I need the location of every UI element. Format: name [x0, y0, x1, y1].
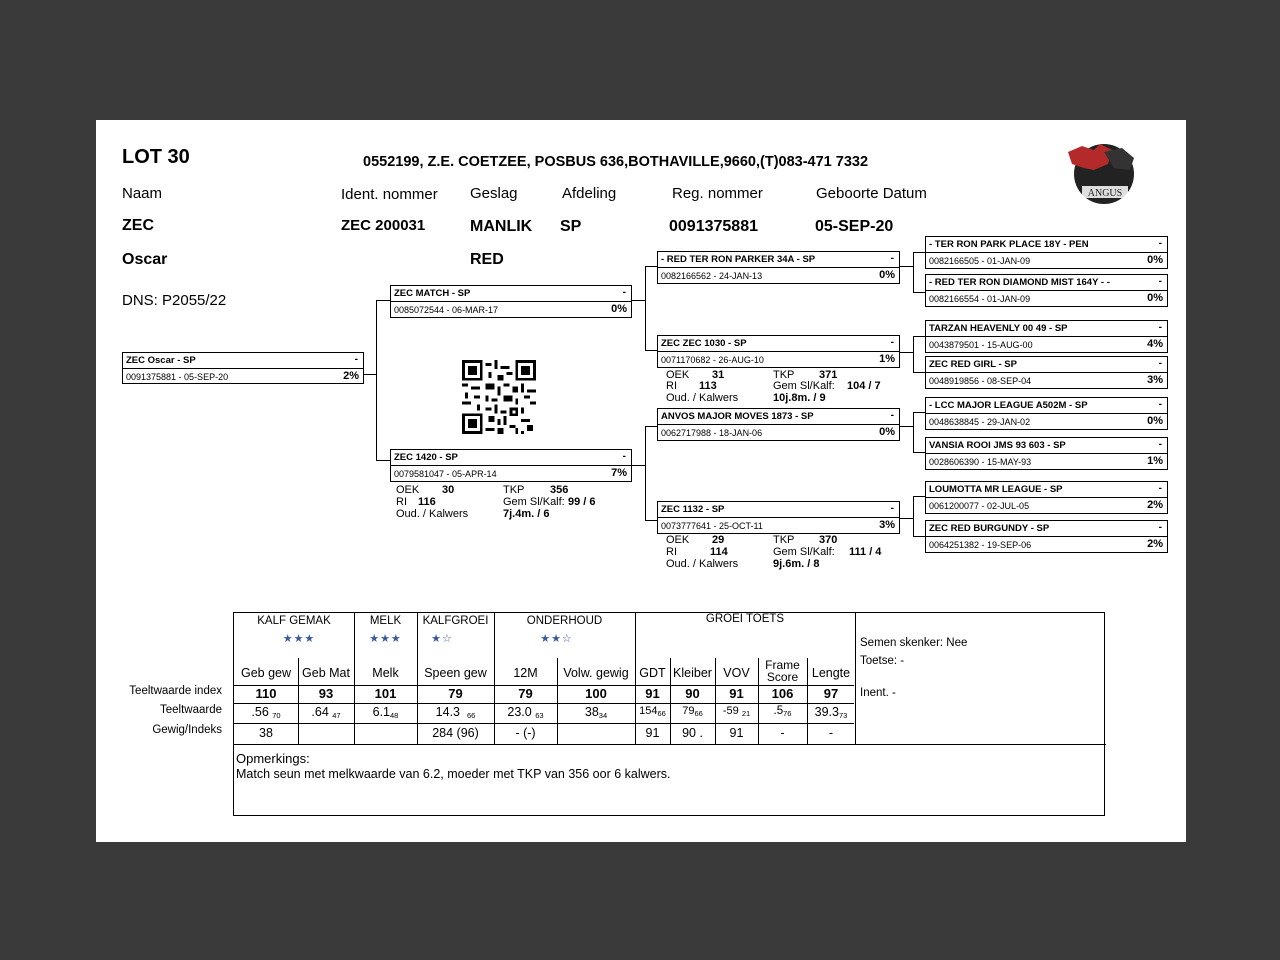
pedigree-sire-sire [657, 251, 900, 284]
cell-text: - [1158, 238, 1162, 249]
cell-text: ZEC ZEC 1030 - SP [661, 338, 747, 349]
pedigree-dam-sire [657, 408, 900, 441]
cell-text: Oud. / Kalwers [666, 392, 739, 404]
semen-donor: Semen skenker: Nee [860, 637, 968, 649]
cell-text: 0% [879, 426, 895, 438]
cell-text: 90 [685, 686, 700, 701]
cell-text: GDT [639, 666, 666, 680]
cell-text: 0064251382 - 19-SEP-06 [929, 540, 1032, 550]
label-afdeling: Afdeling [562, 185, 617, 202]
cell-text: OEK [666, 534, 690, 546]
cell-text: 0048919856 - 08-SEP-04 [929, 376, 1032, 386]
cell-text: Oud. / Kalwers [396, 508, 469, 520]
cell-text: 0061200077 - 02-JUL-05 [929, 501, 1030, 511]
cell-text: 2% [1147, 499, 1163, 511]
label-geboorte: Geboorte Datum [816, 185, 927, 202]
cell-text: 3% [1147, 374, 1163, 386]
cell-text: - RED TER RON PARKER 34A - SP [661, 254, 816, 265]
cell-text: Melk [372, 666, 399, 680]
reg-value: 0091375881 [669, 218, 758, 235]
group-melk: MELK [369, 615, 402, 627]
angus-logo [1064, 138, 1140, 208]
cell-text: 97 [823, 686, 839, 701]
owner-info: 0552199, Z.E. COETZEE, POSBUS 636,BOTHAVILLE,9660,(T)083-471 7332 [363, 154, 869, 170]
cell-text: - [890, 410, 894, 421]
cell-text: 0082166554 - 01-JAN-09 [929, 294, 1031, 304]
cell-text: 116 [418, 496, 436, 508]
cell-text: $38_{34}$ [584, 705, 608, 720]
cell-text: ZEC Oscar - SP [126, 355, 196, 366]
cell-text: ZEC RED GIRL - SP [929, 359, 1017, 370]
pedigree-dam-dam [657, 501, 900, 534]
lot-card [96, 120, 1186, 842]
cell-text: $79_{66}$ [682, 705, 703, 718]
cell-text: - [890, 253, 894, 264]
cell-text: - [890, 503, 894, 514]
cell-text: TKP [503, 484, 525, 496]
cell-text: 114 [710, 546, 728, 558]
cell-text: OEK [666, 369, 690, 381]
cell-text: - [1158, 276, 1162, 287]
pedigree-g3 [925, 320, 1168, 353]
cell-text: 30 [442, 484, 455, 496]
cell-text: ANVOS MAJOR MOVES 1873 - SP [661, 411, 814, 422]
cell-text: $.5_{76}$ [773, 705, 792, 718]
cell-text: 31 [712, 369, 725, 381]
cell-text: 111 / 4 [849, 546, 882, 558]
cell-text: .56 $_{70}$ [251, 705, 281, 720]
cell-text: RI [396, 496, 407, 508]
row-label-index: Teeltwaarde index [129, 685, 222, 697]
pedigree-subject [122, 352, 364, 384]
cell-text: 0062717988 - 18-JAN-06 [661, 428, 763, 438]
cell-text: VOV [723, 666, 750, 680]
afdeling-value: SP [560, 218, 582, 235]
cell-text: RI [666, 380, 677, 392]
cell-text: TKP [773, 534, 795, 546]
cell-text: 38 [259, 726, 273, 740]
cell-text: - TER RON PARK PLACE 18Y - PEN [929, 239, 1089, 250]
pedigree-sire [390, 285, 632, 318]
inent: Inent. - [860, 687, 896, 699]
cell-text: TARZAN HEAVENLY 00 49 - SP [929, 323, 1068, 334]
cell-text: ZEC 1132 - SP [661, 504, 725, 515]
color-value: RED [470, 251, 504, 268]
dns-value: DNS: P2055/22 [122, 292, 227, 309]
cell-text: 101 [374, 686, 397, 701]
cell-text: 110 [255, 686, 277, 701]
cell-text: - [622, 287, 626, 298]
cell-text: ZEC MATCH - SP [394, 288, 471, 299]
cell-text: 100 [585, 686, 607, 701]
cell-text: - (-) [515, 726, 536, 740]
geslag-value: MANLIK [470, 218, 533, 235]
cell-text: .64 $_{47}$ [311, 705, 341, 720]
pedigree-g4 [925, 356, 1168, 389]
cell-text: 91 [645, 686, 660, 701]
cell-text: 0% [879, 269, 895, 281]
cell-text: 371 [819, 369, 838, 381]
cell-text: - [828, 726, 834, 740]
cell-text: 0082166505 - 01-JAN-09 [929, 256, 1031, 266]
cell-text: OEK [396, 484, 420, 496]
cell-text: Frame Score [765, 658, 800, 684]
qr-code[interactable] [460, 360, 538, 434]
cell-text: Lengte [811, 666, 851, 680]
pedigree-g7 [925, 481, 1168, 514]
cell-text: 0043879501 - 15-AUG-00 [929, 340, 1033, 350]
cell-text: 91 [729, 686, 744, 701]
cell-text: 0082166562 - 24-JAN-13 [661, 271, 763, 281]
cell-text: 10j.8m. / 9 [773, 392, 826, 404]
cell-text: 284 (96) [432, 726, 479, 740]
cell-text: Gem Sl/Kalf: [773, 546, 835, 558]
cell-text: - [354, 354, 358, 365]
label-naam: Naam [122, 185, 163, 202]
stars-kalfgroei: ★☆ [431, 633, 453, 645]
cell-text: 1% [879, 353, 895, 365]
cell-text: 2% [343, 370, 359, 382]
group-kalf-gemak: KALF GEMAK [257, 615, 331, 627]
cell-text: 113 [699, 380, 717, 392]
cell-text: 90 . [682, 726, 703, 740]
remarks-label: Opmerkings: [236, 751, 310, 766]
cell-text: Kleiber [673, 666, 712, 680]
cell-text: - [890, 337, 894, 348]
cell-text: ZEC RED BURGUNDY - SP [929, 523, 1050, 534]
cell-text: - [1158, 399, 1162, 410]
cell-text: 7% [611, 467, 627, 479]
lot-number: LOT 30 [122, 146, 190, 168]
cell-text: TKP [773, 369, 795, 381]
stars-onderhoud: ★★☆ [540, 633, 573, 645]
logo-text: ANGUS [1087, 188, 1123, 199]
row-label-gi: Gewig/Indeks [152, 724, 222, 736]
stars-melk: ★★★ [369, 633, 402, 645]
cell-text: - [1158, 439, 1162, 450]
cell-text: 0085072544 - 06-MAR-17 [394, 305, 499, 315]
cell-text: 0071170682 - 26-AUG-10 [661, 355, 764, 365]
cell-text: -59 $_{21}$ [722, 705, 751, 718]
cell-text: $39.3_{73}$ [814, 705, 848, 720]
cell-text: 9j.6m. / 8 [773, 558, 820, 570]
group-kalfgroei: KALFGROEI [422, 615, 489, 627]
cell-text: 370 [819, 534, 838, 546]
cell-text: 0028606390 - 15-MAY-93 [929, 457, 1032, 467]
cell-text: LOUMOTTA MR LEAGUE - SP [929, 484, 1063, 495]
cell-text: Gem Sl/Kalf: [503, 496, 565, 508]
cell-text: - [780, 726, 785, 740]
cell-text: $154_{66}$ [639, 705, 666, 718]
cell-text: - [622, 451, 626, 462]
cell-text: $6.1_{48}$ [372, 705, 399, 720]
cell-text: 29 [712, 534, 725, 546]
pedigree-g8 [925, 520, 1168, 553]
group-onderhoud: ONDERHOUD [526, 615, 603, 627]
ident-value: ZEC 200031 [341, 217, 426, 234]
name-main: Oscar [122, 251, 168, 268]
cell-text: 0048638845 - 29-JAN-02 [929, 417, 1031, 427]
label-ident: Ident. nommer [341, 186, 438, 203]
cell-text: VANSIA ROOI JMS 93 603 - SP [929, 440, 1066, 451]
cell-text: 99 / 6 [568, 496, 596, 508]
cell-text: 0091375881 - 05-SEP-20 [126, 372, 229, 382]
cell-text: - RED TER RON DIAMOND MIST 164Y - - [929, 277, 1110, 288]
cell-text: 14.3 $_{66}$ [435, 705, 476, 720]
cell-text: 0073777641 - 25-OCT-11 [661, 521, 763, 531]
cell-text: 7j.4m. / 6 [503, 508, 550, 520]
cell-text: 91 [729, 726, 744, 740]
cell-text: 356 [550, 484, 569, 496]
cell-text: Speen gew [424, 666, 487, 680]
cell-text: 1% [1147, 455, 1163, 467]
cell-text: 106 [771, 686, 794, 701]
pedigree-dam [390, 449, 632, 482]
label-reg: Reg. nommer [672, 185, 763, 202]
evaluation-table [233, 612, 1105, 816]
cell-text: Geb Mat [302, 666, 350, 680]
cell-text: 12M [513, 666, 538, 680]
cell-text: 23.0 $_{63}$ [507, 705, 544, 720]
cell-text: 4% [1147, 338, 1163, 350]
cell-text: 0079581047 - 05-APR-14 [394, 469, 497, 479]
toetse: Toetse: - [860, 655, 905, 667]
pedigree-sire-dam [657, 335, 900, 368]
cell-text: 0% [1147, 254, 1163, 266]
stars-kalf-gemak: ★★★ [282, 633, 316, 645]
cell-text: Geb gew [240, 666, 292, 680]
cell-text: 0% [611, 303, 627, 315]
cell-text: - [1158, 358, 1162, 369]
cell-text: 0% [1147, 415, 1163, 427]
cell-text: 104 / 7 [847, 380, 881, 392]
cell-text: Oud. / Kalwers [666, 558, 739, 570]
pedigree-g1 [925, 236, 1168, 269]
geboorte-value: 05-SEP-20 [815, 218, 894, 235]
cell-text: 91 [645, 726, 660, 740]
cell-text: - [1158, 322, 1162, 333]
cell-text: - [1158, 483, 1162, 494]
cell-text: 2% [1147, 538, 1163, 550]
pedigree-g5 [925, 397, 1168, 430]
cell-text: - LCC MAJOR LEAGUE A502M - SP [929, 400, 1088, 411]
cell-text: ZEC 1420 - SP [394, 452, 458, 463]
pedigree-g6 [925, 437, 1168, 470]
row-label-tw: Teeltwaarde [159, 704, 222, 716]
pedigree-g2 [925, 274, 1168, 307]
cell-text: 93 [318, 686, 334, 701]
cell-text: Gem Sl/Kalf: [773, 380, 835, 392]
cell-text: 3% [879, 519, 895, 531]
group-groei-toets: GROEI TOETS [705, 613, 785, 625]
cell-text: 0% [1147, 292, 1163, 304]
remarks-text: Match seun met melkwaarde van 6.2, moeder met TKP van 356 oor 6 kalwers. [236, 767, 671, 781]
cell-text: 79 [518, 686, 533, 701]
name-prefix: ZEC [122, 217, 154, 234]
cell-text: - [1158, 522, 1162, 533]
cell-text: RI [666, 546, 677, 558]
cell-text: 79 [448, 686, 463, 701]
label-geslag: Geslag [470, 185, 518, 202]
cell-text: Volw. gewig [563, 666, 629, 680]
